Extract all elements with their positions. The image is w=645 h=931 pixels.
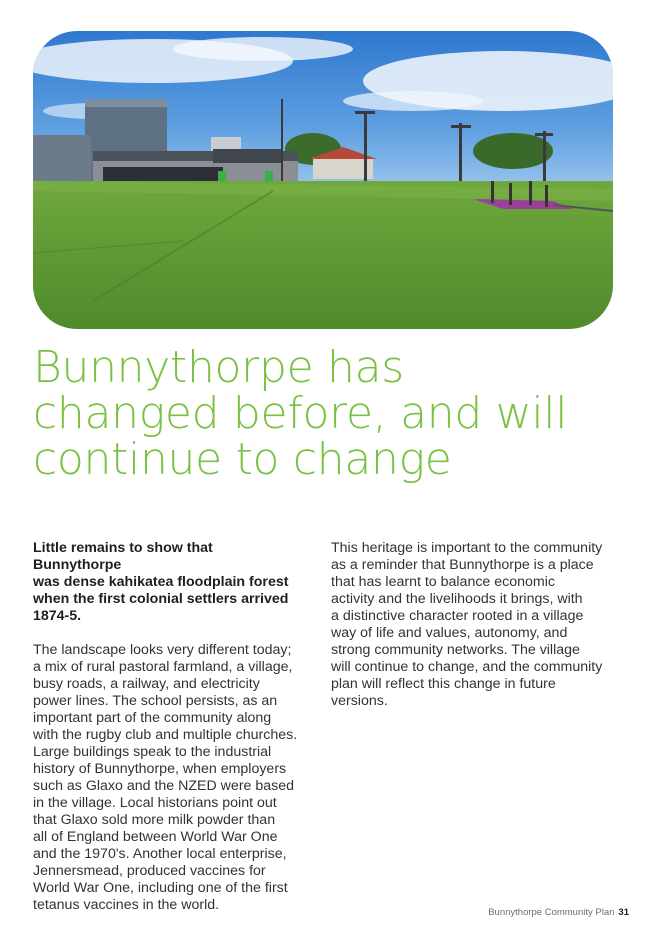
right-column <box>331 540 611 727</box>
hero-photo <box>33 31 613 329</box>
title-line-3: continue to change <box>33 434 452 485</box>
page-title <box>33 342 613 485</box>
footer-doc-name: Bunnythorpe Community Plan <box>488 907 615 918</box>
page-footer <box>488 907 629 918</box>
page-number: 31 <box>618 907 629 918</box>
title-line-1: Bunnythorpe has <box>33 342 404 393</box>
title-line-2: changed before, and will <box>33 388 568 439</box>
body-paragraph-history: The landscape looks very different today; a mix of rural pastoral farmland, a village, busy roads, a railway, and electricity power lines. The school persists, as an important part of the community along with the rugby club and multiple churches. Large buildings speak to the industrial history of Bunnythorpe, when employers such as Glaxo and the NZED were based in the village. Local historians point out that Glaxo sold more milk powder than all of England between World War One and the 1970's. Another local enterprise, Jennersmead, produced vaccines for World War One, including one of the first tetanus vaccines in the world. <box>33 642 298 913</box>
lead-paragraph: Little remains to show that Bunnythorpe was dense kahikatea floodplain forest when the first colonial settlers arrived 1874-5. <box>33 540 289 624</box>
body-paragraph-heritage: This heritage is important to the community as a reminder that Bunnythorpe is a place that has learnt to balance economic activity and the livelihoods it brings, with a distinctive character rooted in a village way of life and values, autonomy, and strong community networks. The village will continue to change, and the community plan will reflect this change in future versions. <box>331 540 603 709</box>
left-column <box>33 540 298 931</box>
village-field-illustration <box>33 31 613 329</box>
